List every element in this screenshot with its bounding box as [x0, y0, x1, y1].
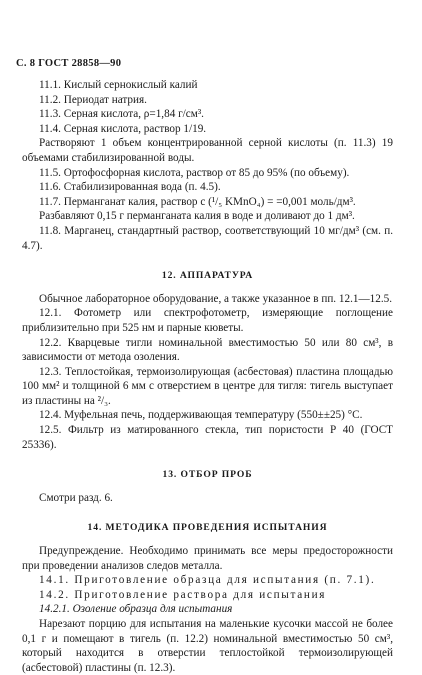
- item-11-6: 11.6. Стабилизированная вода (п. 4.5).: [39, 181, 221, 194]
- section-13-heading: 13. ОТБОР ПРОБ: [162, 469, 253, 481]
- item-14-2: 14.2. Приготовление раствора для испытания: [39, 588, 327, 601]
- section-12-heading: 12. АППАРАТУРА: [161, 270, 254, 282]
- document-body: [22, 78, 393, 675]
- item-14-2-1: 14.2.1. Озоление образца для испытания: [39, 603, 233, 616]
- page-header: С. 8 ГОСТ 28858—90: [16, 58, 122, 69]
- item-14-2-1-text: Нарезают порцию для испытания на маленькие кусочки массой не более 0,1 г и помещают в тигель (п. 12.2) номинальной вместимостью 50 см³, который находится в отверстии теплостойкой термоизолирующей (асбестовой) пластины (п. 12.3).: [22, 618, 393, 674]
- item-11-2: 11.2. Периодат натрия.: [39, 93, 147, 106]
- item-11-1: 11.1. Кислый сернокислый калий: [39, 79, 198, 91]
- item-dissolve-note: Растворяют 1 объем концентрированной серной кислоты (п. 11.3) 19 объемами стабилизированной воды.: [22, 137, 393, 164]
- section-12-intro: Обычное лабораторное оборудование, а также указанное в пп. 12.1—12.5.: [39, 292, 393, 305]
- item-12-5: 12.5. Фильтр из матированного стекла, тип пористости Р 40 (ГОСТ 25336).: [22, 424, 393, 451]
- item-11-3: 11.3. Серная кислота, ρ=1,84 г/см³.: [39, 108, 204, 121]
- item-11-8: 11.8. Марганец, стандартный раствор, соответствующий 10 мг/дм³ (см. п. 4.7).: [22, 224, 393, 252]
- item-12-4: 12.4. Муфельная печь, поддерживающая температуру (550±±25) °С.: [39, 409, 363, 422]
- item-12-3: 12.3. Теплостойкая, термоизолирующая (асбестовая) пластина площадью 100 мм² и толщиной 6 мм с отверстием в центре для тигля: тигель выступает из пластины на ²/₃.: [22, 365, 393, 407]
- section-14-warning: Предупреждение. Необходимо принимать все меры предосторожности при проведении анализов следов металла.: [22, 545, 393, 572]
- item-kmno4-note: Разбавляют 0,15 г перманганата калия в воде и доливают до 1 дм³.: [39, 210, 355, 223]
- item-14-1: 14.1. Приготовление образца для испытания (п. 7.1).: [39, 574, 376, 587]
- item-11-4: 11.4. Серная кислота, раствор 1/19.: [39, 122, 207, 135]
- item-11-5: 11.5. Ортофосфорная кислота, раствор от 85 до 95% (по объему).: [39, 166, 350, 179]
- section-14-heading: 14. МЕТОДИКА ПРОВЕДЕНИЯ ИСПЫТАНИЯ: [87, 522, 328, 534]
- item-12-1: 12.1. Фотометр или спектрофотометр, измеряющие поглощение приблизительно при 525 нм и парные кюветы.: [22, 307, 393, 334]
- item-11-7: 11.7. Перманганат калия, раствор с (¹/₅ KMnO₄) = =0,001 моль/дм³.: [39, 195, 356, 208]
- item-12-2: 12.2. Кварцевые тигли номинальной вместимостью 50 или 80 см³, в зависимости от метода озоления.: [22, 336, 393, 364]
- section-13-text: Смотри разд. 6.: [39, 491, 113, 504]
